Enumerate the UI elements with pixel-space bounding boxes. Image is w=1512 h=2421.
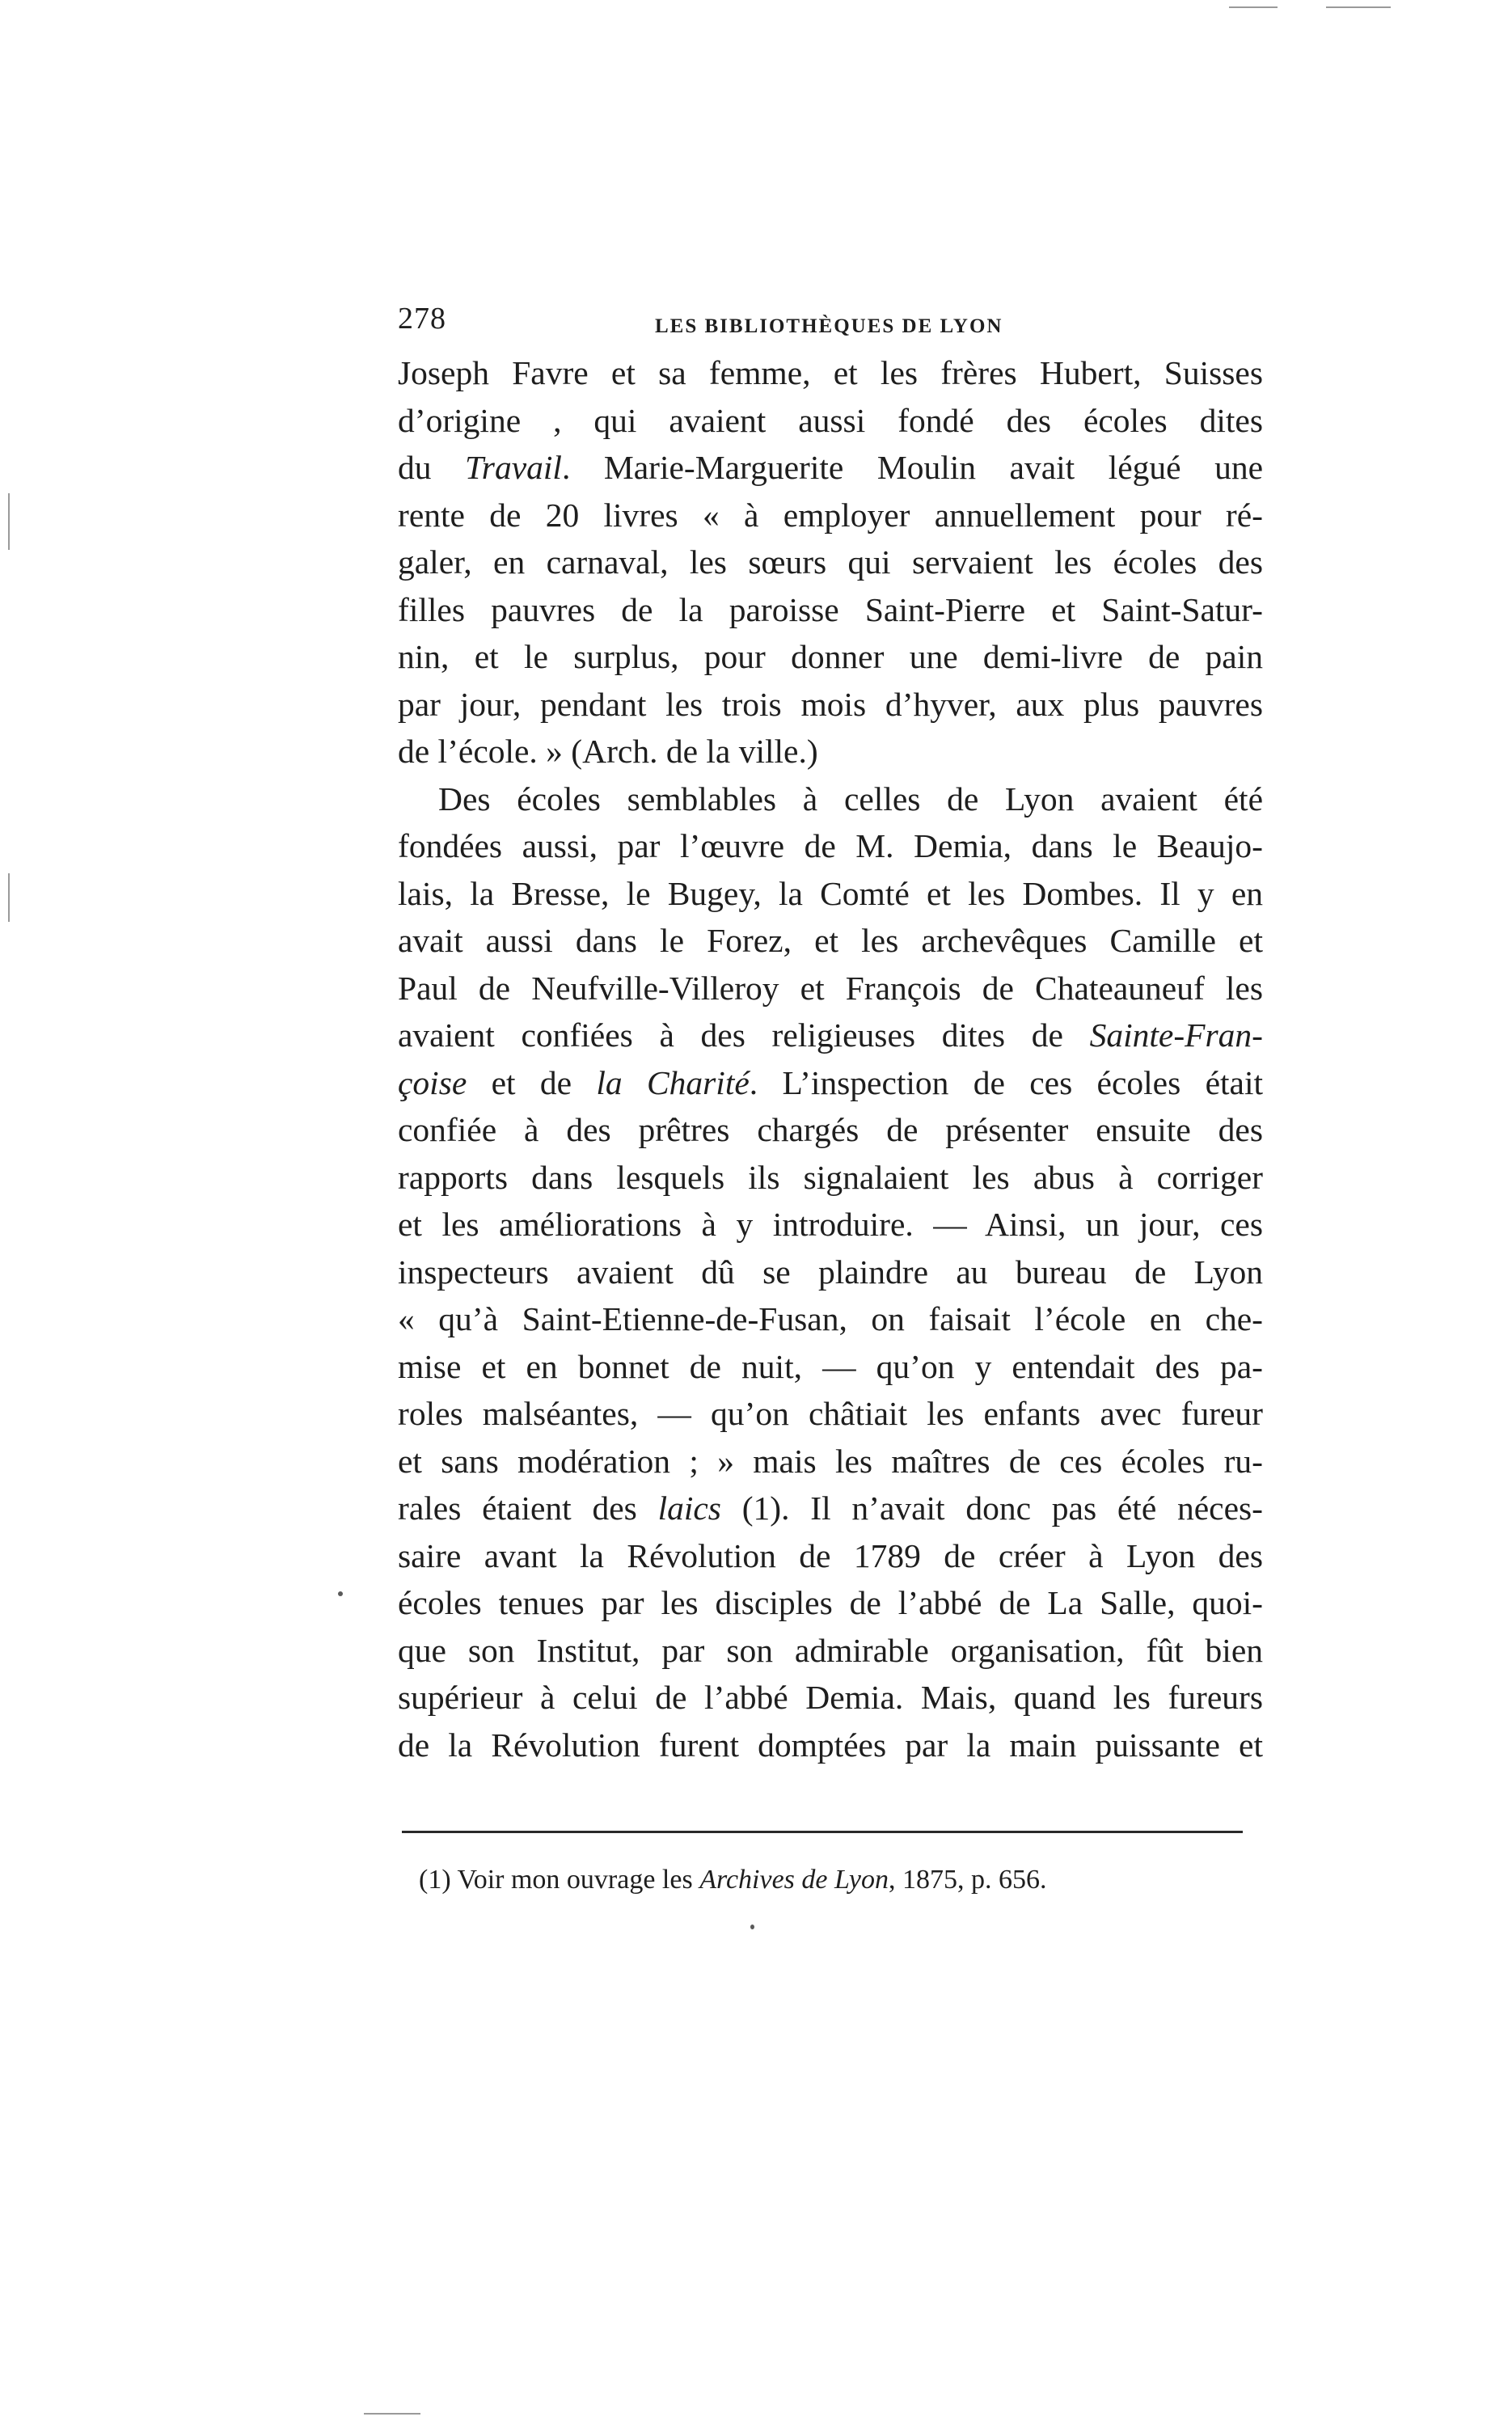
body-text — [398, 349, 1263, 1768]
text-run: saire avant la Révolution de 1789 de créer à Lyon des — [398, 1536, 1263, 1574]
text-line — [398, 633, 1263, 681]
text-line — [398, 870, 1263, 918]
text-line — [398, 1438, 1263, 1485]
italic-text: çoise — [398, 1063, 467, 1101]
text-line — [398, 1722, 1263, 1769]
text-line — [398, 1532, 1263, 1580]
text-line — [398, 1059, 1263, 1107]
text-run: et sans modération ; » mais les maîtres de ces écoles ru- — [398, 1442, 1263, 1480]
text-run: confiée à des prêtres chargés de présenter ensuite des — [398, 1111, 1263, 1148]
text-line — [398, 539, 1263, 586]
text-run: . L’inspection de ces écoles était — [749, 1063, 1264, 1101]
text-line — [398, 1390, 1263, 1438]
text-run: inspecteurs avaient dû se plaindre au bureau de Lyon — [398, 1253, 1263, 1291]
scan-edge-mark — [1229, 6, 1278, 8]
text-run: avait aussi dans le Forez, et les archevêques Camille et — [398, 922, 1263, 959]
page-number: 278 — [398, 302, 446, 336]
text-run: « qu’à Saint-Etienne-de-Fusan, on faisait l’école en che- — [398, 1300, 1263, 1337]
text-run: d’origine , qui avaient aussi fondé des écoles dites — [398, 401, 1263, 439]
text-line — [398, 1249, 1263, 1296]
text-line — [398, 492, 1263, 539]
text-line — [398, 397, 1263, 445]
text-run: Des écoles semblables à celles de Lyon avaient été — [438, 780, 1263, 818]
footnote-marker: (1) — [419, 1865, 451, 1895]
italic-text: la Charité — [596, 1063, 750, 1101]
text-line — [398, 822, 1263, 870]
running-title: LES BIBLIOTHÈQUES DE LYON — [655, 315, 1003, 337]
text-run: par jour, pendant les trois mois d’hyver, aux plus pauvres — [398, 685, 1263, 723]
text-line — [398, 444, 1263, 492]
text-run: mise et en bonnet de nuit, — qu’on y entendait des pa- — [398, 1347, 1263, 1385]
italic-text: Sainte-Fran- — [1089, 1016, 1263, 1054]
text-run: rapports dans lesquels ils signalaient les abus à corriger — [398, 1158, 1263, 1196]
text-run: que son Institut, par son admirable organisation, fût bien — [398, 1631, 1263, 1669]
text-run: supérieur à celui de l’abbé Demia. Mais, quand les fureurs — [398, 1679, 1263, 1716]
text-run: rales étaient des — [398, 1489, 658, 1527]
scan-edge-mark — [364, 2413, 420, 2415]
text-run: filles pauvres de la paroisse Saint-Pierre et Saint-Satur- — [398, 590, 1263, 628]
footnote-separator — [402, 1831, 1243, 1833]
scan-edge-mark — [1326, 6, 1391, 8]
text-line — [398, 1154, 1263, 1202]
italic-text: Travail — [465, 449, 562, 486]
text-line — [398, 1201, 1263, 1249]
text-line — [398, 1579, 1263, 1627]
text-line — [398, 917, 1263, 965]
scan-speck — [750, 1925, 754, 1929]
text-line — [398, 349, 1263, 397]
text-line — [398, 1674, 1263, 1722]
footnote-title: Archives de Lyon — [699, 1865, 889, 1895]
text-line — [398, 1295, 1263, 1343]
scan-speck — [338, 1591, 343, 1596]
text-line — [398, 1485, 1263, 1532]
footnote-text-before: Voir mon ouvrage les — [450, 1865, 700, 1895]
text-run: galer, en carnaval, les sœurs qui servaient les écoles des — [398, 543, 1263, 581]
text-line — [398, 1627, 1263, 1675]
text-run: . Marie-Marguerite Moulin avait légué une — [561, 449, 1264, 486]
text-run: Paul de Neufville-Villeroy et François de Chateauneuf les — [398, 969, 1263, 1007]
text-run: écoles tenues par les disciples de l’abbé de La Salle, quoi- — [398, 1584, 1263, 1621]
text-line — [398, 775, 1263, 823]
text-run: rente de 20 livres « à employer annuellement pour ré- — [398, 496, 1263, 534]
scan-edge-mark — [8, 493, 10, 550]
text-line — [398, 1106, 1263, 1154]
text-line — [398, 728, 1263, 775]
text-run: fondées aussi, par l’œuvre de M. Demia, dans le Beaujo- — [398, 827, 1263, 864]
footnote-text-after: , 1875, p. 656. — [888, 1865, 1047, 1895]
text-run: du — [398, 449, 466, 486]
text-run: (1). Il n’avait donc pas été néces- — [720, 1489, 1263, 1527]
text-run: Joseph Favre et sa femme, et les frères Hubert, Suisses — [398, 354, 1263, 391]
footnote — [419, 1865, 1046, 1895]
text-run: nin, et le surplus, pour donner une demi-livre de pain — [398, 638, 1263, 675]
text-run: roles malséantes, — qu’on châtiait les enfants avec fureur — [398, 1395, 1263, 1432]
text-line — [398, 965, 1263, 1012]
text-run: de la Révolution furent domptées par la main puissante et — [398, 1726, 1263, 1764]
scan-edge-mark — [8, 873, 10, 922]
text-line — [398, 586, 1263, 634]
text-run: avaient confiées à des religieuses dites de — [398, 1016, 1090, 1054]
text-line — [398, 1012, 1263, 1059]
text-run: de l’école. » (Arch. de la ville.) — [398, 733, 818, 770]
text-run: et de — [467, 1063, 597, 1101]
text-line — [398, 1343, 1263, 1391]
italic-text: laics — [657, 1489, 721, 1527]
text-run: lais, la Bresse, le Bugey, la Comté et les Dombes. Il y en — [398, 874, 1263, 912]
text-run: et les améliorations à y introduire. — Ainsi, un jour, ces — [398, 1206, 1263, 1243]
page-header — [398, 301, 1295, 341]
text-line — [398, 681, 1263, 729]
